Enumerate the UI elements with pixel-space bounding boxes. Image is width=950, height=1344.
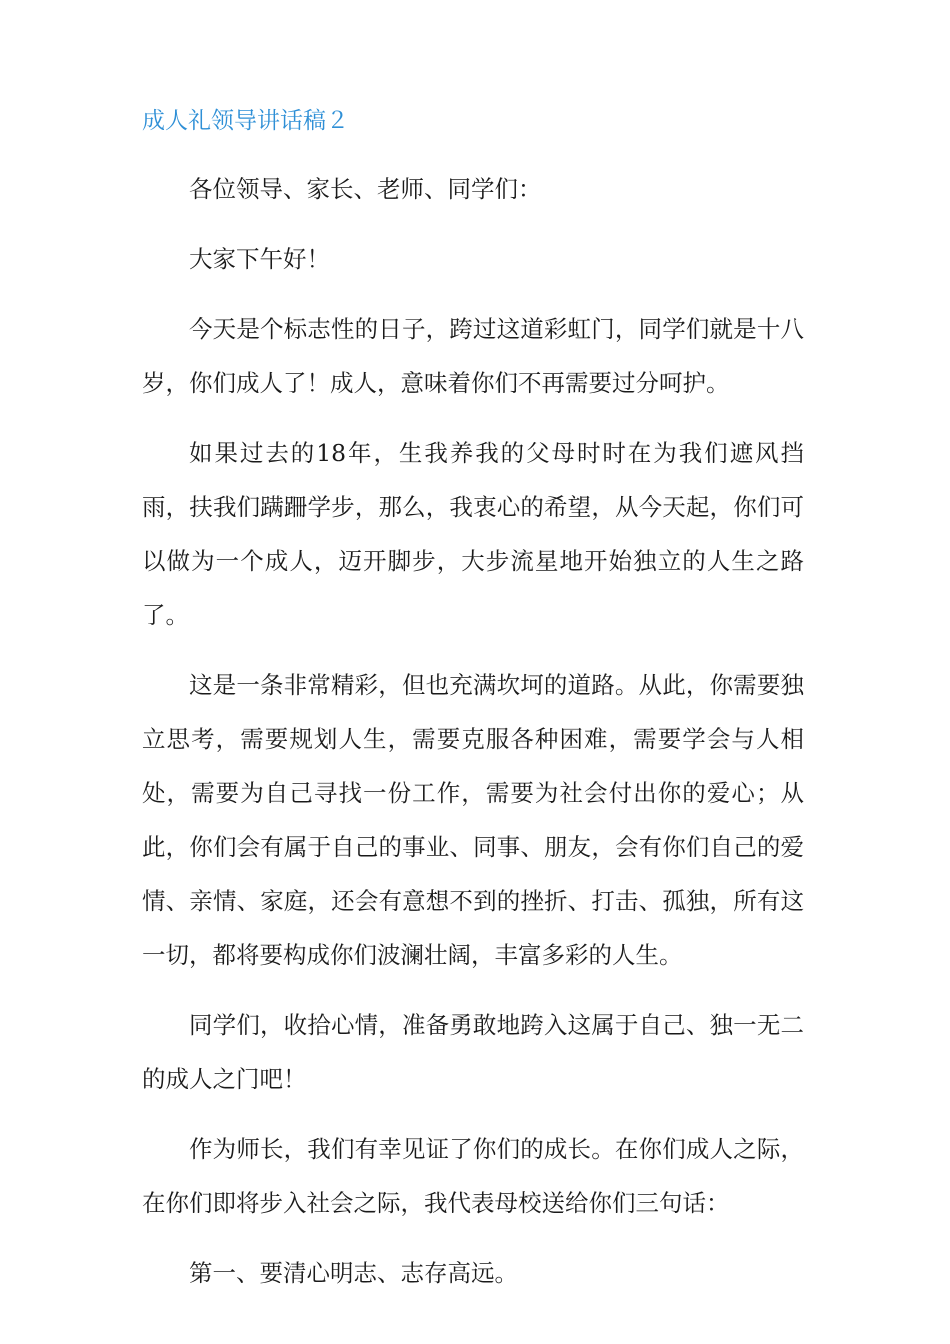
paragraph-coming-of-age: 今天是个标志性的日子，跨过这道彩虹门，同学们就是十八岁，你们成人了！成人，意味着你们不再需要过分呵护。 xyxy=(142,315,804,397)
paragraph-encouragement: 同学们，收拾心情，准备勇敢地跨入这属于自己、独一无二的成人之门吧！ xyxy=(142,1011,804,1093)
document-title: 成人礼领导讲话稿２ xyxy=(142,108,349,134)
paragraph-three-words: 作为师长，我们有幸见证了你们的成长。在你们成人之际，在你们即将步入社会之际，我代表母校送给你们三句话： xyxy=(142,1135,804,1217)
document-body xyxy=(142,162,804,1316)
paragraph-first-point: 第一、要清心明志、志存高远。 xyxy=(189,1259,518,1287)
paragraph-parents: 如果过去的18年，生我养我的父母时时在为我们遮风挡雨，扶我们蹒跚学步，那么，我衷心的希望，从今天起，你们可以做为一个成人，迈开脚步，大步流星地开始独立的人生之路了。 xyxy=(142,439,804,629)
paragraph-greeting: 各位领导、家长、老师、同学们： xyxy=(189,175,542,203)
paragraph-hello: 大家下午好！ xyxy=(189,245,330,273)
paragraph-road-ahead: 这是一条非常精彩，但也充满坎坷的道路。从此，你需要独立思考，需要规划人生，需要克服各种困难，需要学会与人相处，需要为自己寻找一份工作，需要为社会付出你的爱心；从此，你们会有属于自己的事业、同事、朋友，会有你们自己的爱情、亲情、家庭，还会有意想不到的挫折、打击、孤独，所有这一切，都将要构成你们波澜壮阔，丰富多彩的人生。 xyxy=(142,671,804,969)
